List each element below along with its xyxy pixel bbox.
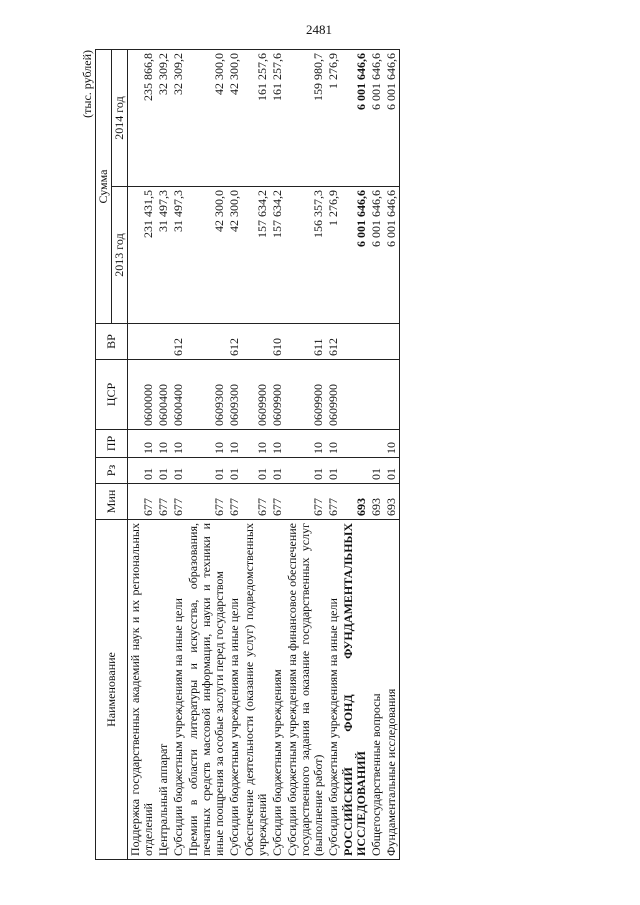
table-row	[171, 49, 186, 859]
cell-name: Общегосударственные вопросы	[369, 520, 384, 860]
table-row	[128, 49, 157, 859]
cell-y2013: 6 001 646,6	[341, 187, 369, 324]
cell-rz: 01	[227, 458, 242, 484]
cell-pr: 10	[326, 430, 341, 458]
cell-csr: 0609300	[186, 360, 227, 430]
cell-pr: 10	[242, 430, 270, 458]
cell-min: 677	[242, 484, 270, 520]
cell-min: 677	[326, 484, 341, 520]
cell-pr	[369, 430, 384, 458]
cell-min: 677	[156, 484, 171, 520]
cell-y2014: 32 309,2	[156, 49, 171, 186]
cell-rz: 01	[242, 458, 270, 484]
cell-name: Премии в области литературы и искусства, образования, печатных средств массовой информации, науки и техники и иные поощрения за особые заслуги перед государством	[186, 520, 227, 860]
table-row	[285, 49, 326, 859]
cell-csr: 0609900	[326, 360, 341, 430]
header-pr: ПР	[96, 430, 128, 458]
cell-y2014: 6 001 646,6	[341, 49, 369, 186]
table-row	[156, 49, 171, 859]
cell-rz: 01	[384, 458, 400, 484]
table-row	[326, 49, 341, 859]
cell-name: Субсидии бюджетным учреждениям	[270, 520, 285, 860]
cell-y2014: 235 866,8	[128, 49, 157, 186]
cell-y2014: 1 276,9	[326, 49, 341, 186]
cell-name: Центральный аппарат	[156, 520, 171, 860]
cell-y2014: 159 980,7	[285, 49, 326, 186]
cell-name: Фундаментальные исследования	[384, 520, 400, 860]
cell-name: Субсидии бюджетным учреждениям на финансовое обеспечение государственного задания на оказание государственных услуг (выполнение работ)	[285, 520, 326, 860]
cell-y2013: 157 634,2	[270, 187, 285, 324]
cell-csr: 0609300	[227, 360, 242, 430]
cell-pr: 10	[285, 430, 326, 458]
cell-min: 677	[186, 484, 227, 520]
cell-min: 677	[270, 484, 285, 520]
budget-table	[95, 49, 400, 860]
cell-vr: 612	[227, 324, 242, 360]
cell-rz: 01	[156, 458, 171, 484]
cell-min: 677	[227, 484, 242, 520]
cell-y2013: 231 431,5	[128, 187, 157, 324]
cell-y2013: 42 300,0	[227, 187, 242, 324]
cell-y2013: 6 001 646,6	[369, 187, 384, 324]
cell-pr	[341, 430, 369, 458]
cell-min: 693	[369, 484, 384, 520]
cell-min: 677	[285, 484, 326, 520]
cell-csr	[369, 360, 384, 430]
header-vr: ВР	[96, 324, 128, 360]
cell-rz: 01	[369, 458, 384, 484]
cell-y2014: 161 257,6	[242, 49, 270, 186]
cell-pr: 10	[128, 430, 157, 458]
cell-rz: 01	[270, 458, 285, 484]
cell-y2014: 6 001 646,6	[384, 49, 400, 186]
cell-min: 677	[171, 484, 186, 520]
cell-vr: 610	[270, 324, 285, 360]
header-sum: Сумма	[96, 49, 112, 323]
cell-csr	[384, 360, 400, 430]
cell-csr: 0600400	[156, 360, 171, 430]
cell-vr: 612	[171, 324, 186, 360]
cell-vr	[369, 324, 384, 360]
rotated-sheet	[80, 50, 580, 860]
header-name: Наименование	[96, 520, 128, 860]
cell-y2014: 161 257,6	[270, 49, 285, 186]
cell-y2014: 42 300,0	[186, 49, 227, 186]
cell-y2013: 31 497,3	[171, 187, 186, 324]
table-row	[341, 49, 369, 859]
table-header-row	[96, 49, 112, 859]
cell-y2014: 6 001 646,6	[369, 49, 384, 186]
cell-y2013: 6 001 646,6	[384, 187, 400, 324]
table-row	[227, 49, 242, 859]
cell-name: РОССИЙСКИЙ ФОНД ФУНДАМЕНТАЛЬНЫХ ИССЛЕДОВАНИЙ	[341, 520, 369, 860]
cell-min: 693	[384, 484, 400, 520]
cell-vr	[242, 324, 270, 360]
cell-rz: 01	[285, 458, 326, 484]
cell-y2013: 42 300,0	[186, 187, 227, 324]
header-min: Мин	[96, 484, 128, 520]
cell-rz	[341, 458, 369, 484]
cell-pr: 10	[270, 430, 285, 458]
table-row	[369, 49, 384, 859]
cell-pr: 10	[227, 430, 242, 458]
cell-vr	[384, 324, 400, 360]
cell-name: Субсидии бюджетным учреждениям на иные цели	[171, 520, 186, 860]
table-body	[128, 49, 400, 859]
cell-y2013: 157 634,2	[242, 187, 270, 324]
cell-rz: 01	[326, 458, 341, 484]
cell-pr: 10	[384, 430, 400, 458]
table-row	[186, 49, 227, 859]
cell-pr: 10	[186, 430, 227, 458]
cell-pr: 10	[156, 430, 171, 458]
cell-name: Субсидии бюджетным учреждениям на иные цели	[326, 520, 341, 860]
header-2014: 2014 год	[112, 49, 128, 186]
cell-vr: 611	[285, 324, 326, 360]
cell-vr	[186, 324, 227, 360]
cell-y2014: 32 309,2	[171, 49, 186, 186]
cell-name: Поддержка государственных академий наук и их региональных отделений	[128, 520, 157, 860]
cell-vr	[156, 324, 171, 360]
cell-y2013: 156 357,3	[285, 187, 326, 324]
cell-csr: 0600400	[171, 360, 186, 430]
units-label: (тыс. рублей)	[80, 50, 94, 118]
cell-y2013: 1 276,9	[326, 187, 341, 324]
cell-min: 677	[128, 484, 157, 520]
page-number: 2481	[306, 22, 332, 37]
cell-y2013: 31 497,3	[156, 187, 171, 324]
cell-rz: 01	[171, 458, 186, 484]
cell-vr	[341, 324, 369, 360]
cell-vr: 612	[326, 324, 341, 360]
table-row	[384, 49, 400, 859]
cell-csr: 0609900	[285, 360, 326, 430]
cell-csr: 0600000	[128, 360, 157, 430]
cell-rz: 01	[186, 458, 227, 484]
cell-name: Обеспечение деятельности (оказание услуг) подведомственных учреждений	[242, 520, 270, 860]
cell-pr: 10	[171, 430, 186, 458]
cell-name: Субсидии бюджетным учреждениям на иные цели	[227, 520, 242, 860]
header-csr: ЦСР	[96, 360, 128, 430]
cell-min: 693	[341, 484, 369, 520]
cell-csr: 0609900	[242, 360, 270, 430]
cell-rz: 01	[128, 458, 157, 484]
cell-csr: 0609900	[270, 360, 285, 430]
cell-vr	[128, 324, 157, 360]
cell-csr	[341, 360, 369, 430]
cell-y2014: 42 300,0	[227, 49, 242, 186]
table-row	[242, 49, 270, 859]
table-row	[270, 49, 285, 859]
header-rz: Рз	[96, 458, 128, 484]
header-2013: 2013 год	[112, 187, 128, 324]
